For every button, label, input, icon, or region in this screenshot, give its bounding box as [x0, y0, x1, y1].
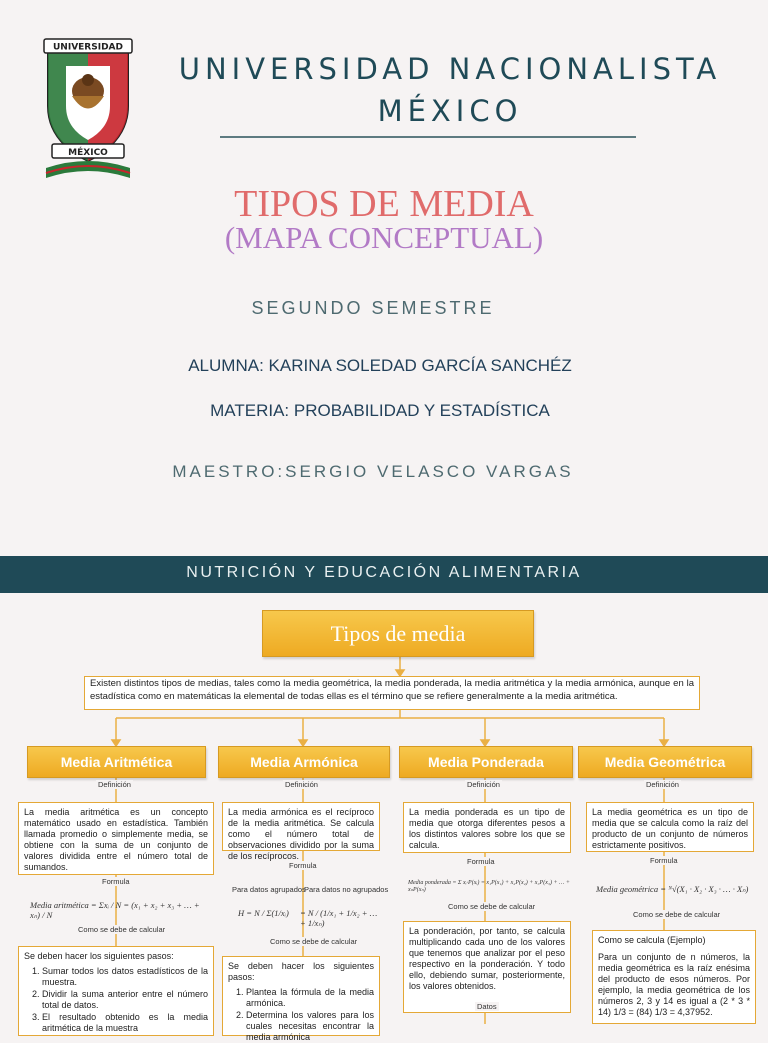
geometrica-definition: La media geométrica es un tipo de media que se calcula como la raíz del producto de un conjunto de números estrictamente positivos.	[586, 802, 754, 852]
aritmetica-formula: Media aritmética = Σxᵢ / N = (x₁ + x₂ + x₃ + … + xₙ) / N	[30, 900, 200, 920]
course-banner-text: NUTRICIÓN Y EDUCACIÓN ALIMENTARIA	[186, 564, 582, 581]
geometrica-example-text: Para un conjunto de n números, la media geométrica es la raíz enésima del producto de esos números. Por ejemplo, la media geométrica de los números 2, 3 y 14 es igual a (2 * 3 * 14) 1/3 = (84) 1/3 = 4,37952.	[598, 952, 750, 1017]
definition-label: Definición	[285, 780, 318, 789]
armonica-definition: La media armónica es el recíproco de la media aritmética. Se calcula como el número total de observaciones dividido por la suma de los recíprocos.	[222, 802, 380, 851]
semester-label: SEGUNDO SEMESTRE	[251, 298, 495, 318]
page-title: TIPOS DE MEDIA	[234, 183, 534, 225]
root-node-label: Tipos de media	[330, 621, 466, 646]
list-item: 2. Dividir la suma anterior entre el número total de datos.	[42, 989, 208, 1011]
student-label: ALUMNA: KARINA SOLEDAD GARCÍA SANCHÉZ	[188, 356, 572, 375]
list-item: 1. Sumar todos los datos estadísticos de la muestra.	[42, 966, 208, 988]
category-armonica	[218, 746, 390, 778]
armonica-formula-ungrouped: = N / (1/x₁ + 1/x₂ + … + 1/xₙ)	[300, 908, 378, 928]
definition-label: Definición	[98, 780, 131, 789]
formula-label: Formula	[102, 877, 130, 886]
page-subtitle: (MAPA CONCEPTUAL)	[224, 220, 544, 255]
svg-text:MÉXICO: MÉXICO	[68, 148, 108, 158]
ponderada-definition: La media ponderada es un tipo de media que otorga diferentes pesos a los distintos valores sobre los que se calcula.	[403, 802, 571, 853]
formula-label: Formula	[650, 856, 678, 865]
category-aritmetica	[27, 746, 206, 778]
category-ponderada-label: Media Ponderada	[428, 754, 544, 770]
university-name: UNIVERSIDAD NACIONALISTA	[178, 52, 722, 86]
intro-box	[84, 676, 700, 710]
intro-text: Existen distintos tipos de medias, tales como la media geométrica, la media ponderada, la media aritmética y la media armónica, aunque en la estadística como en matemáticas la elemental de todas ellas es el término que se refiere generalmente a la media aritmética.	[90, 678, 694, 702]
armonica-ungrouped-label: Para datos no agrupados	[304, 885, 389, 894]
definition-label: Definición	[467, 780, 500, 789]
subject-label: MATERIA: PROBABILIDAD Y ESTADÍSTICA	[210, 401, 550, 420]
formula-label: Formula	[467, 857, 495, 866]
category-ponderada	[399, 746, 573, 778]
category-armonica-label: Media Armónica	[250, 754, 358, 770]
armonica-formula-grouped: H = N / Σ(1/xᵢ)	[238, 908, 289, 918]
armonica-steps	[222, 956, 380, 1042]
list-item: 1. Plantea la fórmula de la media armónica.	[246, 987, 374, 1009]
teacher-label: MAESTRO:SERGIO VELASCO VARGAS	[172, 462, 574, 481]
ponderada-formula: Media ponderada = Σ xᵢ·P(xᵢ) = x₁P(x₁) + x₂P(x₂) + x₃P(x₃) + … + xₙP(xₙ)	[408, 880, 570, 893]
aritmetica-steps-intro: Se deben hacer los siguientes pasos:	[24, 951, 174, 961]
geometrica-formula: Media geométrica = ᴺ√(X₁ · X₂ · X₃ · … · Xₙ)	[596, 884, 749, 894]
list-item: 3. El resultado obtenido es la media aritmética de la muestra	[42, 1012, 208, 1034]
how-to-label: Como se debe de calcular	[78, 925, 166, 934]
how-to-label: Como se debe de calcular	[633, 910, 721, 919]
aritmetica-definition: La media aritmética es un concepto matemático usado en estadística. También llamada promedio o simplemente media, se obtiene con la suma de un conjunto de valores dividida entre el número total de sumandos.	[18, 802, 214, 875]
armonica-grouped-label: Para datos agrupados	[232, 885, 306, 894]
armonica-steps-list	[228, 987, 374, 1043]
armonica-steps-intro: Se deben hacer los siguientes pasos:	[228, 961, 374, 982]
geometrica-example-title: Como se calcula (Ejemplo)	[598, 935, 706, 945]
data-label: Datos	[477, 1002, 497, 1011]
svg-text:UNIVERSIDAD: UNIVERSIDAD	[53, 42, 123, 53]
formula-label: Formula	[289, 861, 317, 870]
ponderada-how: La ponderación, por tanto, se calcula multiplicando cada uno de los valores que tenemos que analizar por el peso respectivo en la ponderación. Y todo ello, debiendo sumar, posteriormente, los valores obtenidos.	[403, 921, 571, 1013]
category-aritmetica-label: Media Aritmética	[60, 754, 173, 770]
category-geometrica-label: Media Geométrica	[604, 754, 726, 770]
how-to-label: Como se debe de calcular	[270, 937, 358, 946]
university-country: MÉXICO	[377, 94, 523, 128]
how-to-label: Como se debe de calcular	[448, 902, 536, 911]
geometrica-example	[592, 930, 756, 1024]
root-node	[262, 610, 534, 657]
aritmetica-steps	[18, 946, 214, 1036]
category-geometrica	[578, 746, 752, 778]
list-item: 2. Determina los valores para los cuales necesitas encontrar la media armónica	[246, 1010, 374, 1043]
definition-label: Definición	[646, 780, 679, 789]
